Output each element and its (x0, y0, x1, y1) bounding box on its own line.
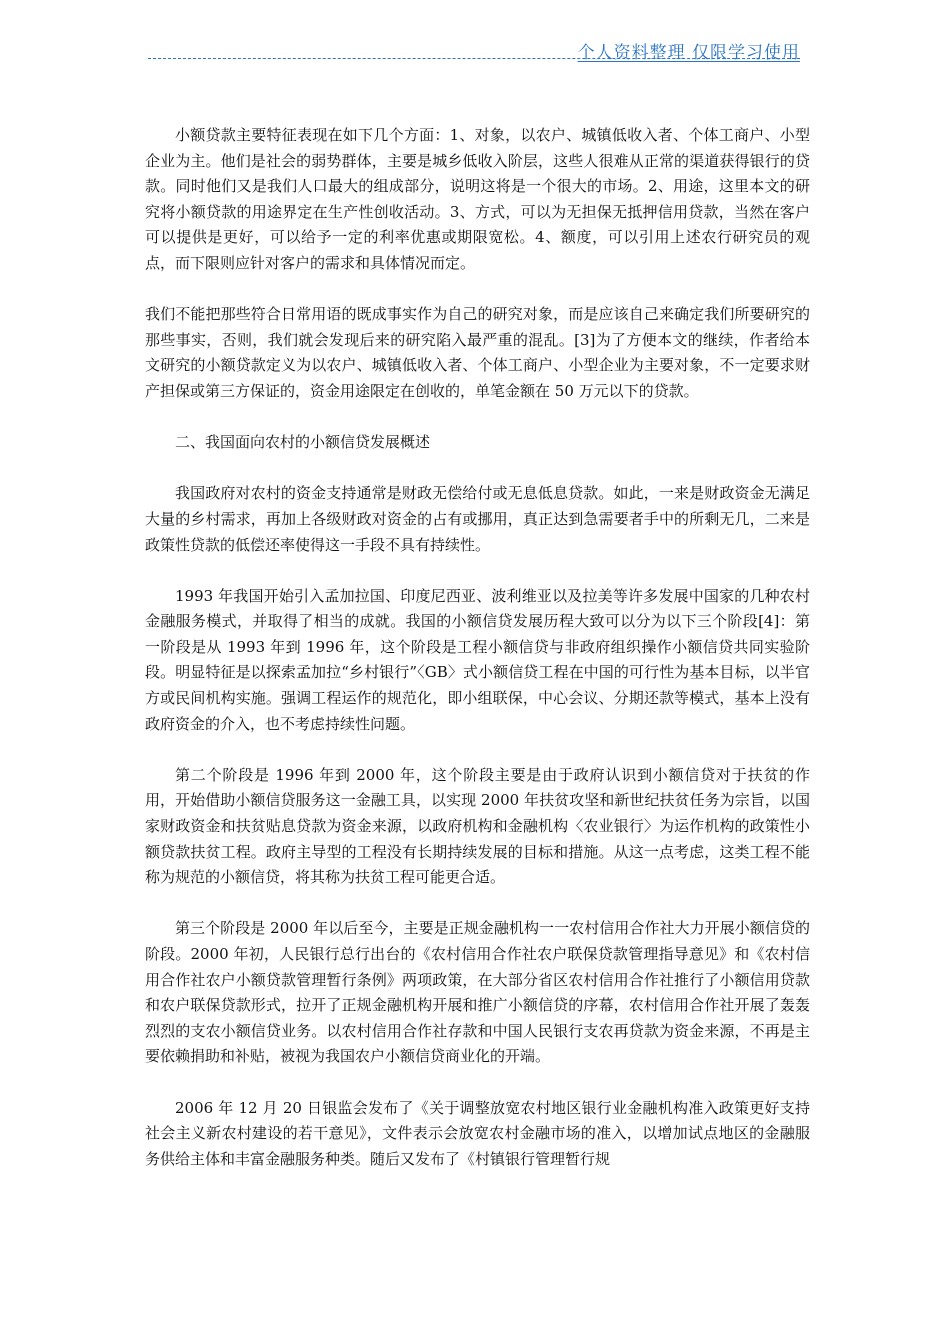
paragraph-features: 小额贷款主要特征表现在如下几个方面：1、对象，以农户、城镇低收入者、个体工商户、小型企业为主。他们是社会的弱势群体，主要是城乡低收入阶层，这些人很难从正常的渠道获得银行的贷款。同时他们又是我们人口最大的组成部分，说明这将是一个很大的市场。2、用途，这里本文的研究将小额贷款的用途界定在生产性创收活动。3、方式，可以为无担保无抵押信用贷款，当然在客户可以提供是更好，可以给予一定的利率优惠或期限宽松。4、额度，可以引用上述农行研究员的观点，而下限则应针对客户的需求和具体情况而定。 (145, 126, 810, 272)
paragraph-stage-three: 第三个阶段是 2000 年以后至今，主要是正规金融机构一一农村信用合作社大力开展小额信贷的阶段。2000 年初，人民银行总行出台的《农村信用合作社农户联保贷款管理指导意见》和《农村信用合作社农户小额贷款管理暂行条例》两项政策，在大部分省区农村信用合作社推行了小额信用贷款和农户联保贷款形式，拉开了正规金融机构开展和推广小额信贷的序幕，农村信用合作社开展了轰轰烈烈的支农小额信贷业务。以农村信用合作社存款和中国人民银行支农再贷款为资金来源，不再是主要依赖捐助和补贴，被视为我国农户小额信贷商业化的开端。 (145, 919, 810, 1066)
section-heading: 二、我国面向农村的小额信贷发展概述 (175, 433, 431, 452)
paragraph-government-support: 我国政府对农村的资金支持通常是财政无偿给付或无息低息贷款。如此，一来是财政资金无满足大量的乡村需求，再加上各级财政对资金的占有或挪用，真正达到急需要者手中的所剩无几，二来是政策性贷款的低偿还率使得这一手段不具有持续性。 (145, 484, 810, 554)
header-divider (148, 58, 800, 59)
paragraph-definition: 我们不能把那些符合日常用语的既成事实作为自己的研究对象，而是应该自己来确定我们所要研究的那些事实，否则，我们就会发现后来的研究陷入最严重的混乱。[3]为了方便本文的继续，作者给本文研究的小额贷款定义为以农户、城镇低收入者、个体工商户、小型企业为主要对象，不一定要求财产担保或第三方保证的，资金用途限定在创收的，单笔金额在 50 万元以下的贷款。 (145, 305, 810, 400)
page-header-text: 个人资料整理 仅限学习使用 (577, 43, 800, 63)
paragraph-2006-policy: 2006 年 12 月 20 日银监会发布了《关于调整放宽农村地区银行业金融机构准入政策更好支持社会主义新农村建设的若干意见》，文件表示会放宽农村金融市场的准入，以增加试点地区的金融服务供给主体和丰富金融服务种类。随后又发布了《村镇银行管理暂行规 (145, 1098, 810, 1168)
document-body (145, 123, 810, 1198)
paragraph-stage-one: 1993 年我国开始引入孟加拉国、印度尼西亚、波利维亚以及拉美等许多发展中国家的几种农村金融服务模式，并取得了相当的成就。我国的小额信贷发展历程大致可以分为以下三个阶段[4]：第一阶段是从 1993 年到 1996 年，这个阶段是工程小额信贷与非政府组织操作小额信贷共同实验阶段。明显特征是以探索孟加拉“乡村银行”〈GB〉式小额信贷工程在中国的可行性为基本目标，以半官方或民间机构实施。强调工程运作的规范化，即小组联保，中心会议、分期还款等模式，基本上没有政府资金的介入，也不考虑持续性问题。 (145, 586, 810, 733)
paragraph-stage-two: 第二个阶段是 1996 年到 2000 年，这个阶段主要是由于政府认识到小额信贷对于扶贫的作用，开始借助小额信贷服务这一金融工具，以实现 2000 年扶贫攻坚和新世纪扶贫任务为宗旨，以国家财政资金和扶贫贴息贷款为资金来源，以政府机构和金融机构〈农业银行〉为运作机构的政策性小额贷款扶贫工程。政府主导型的工程没有长期持续发展的目标和措施。从这一点考虑，这类工程不能称为规范的小额信贷，将其称为扶贫工程可能更合适。 (145, 765, 810, 887)
